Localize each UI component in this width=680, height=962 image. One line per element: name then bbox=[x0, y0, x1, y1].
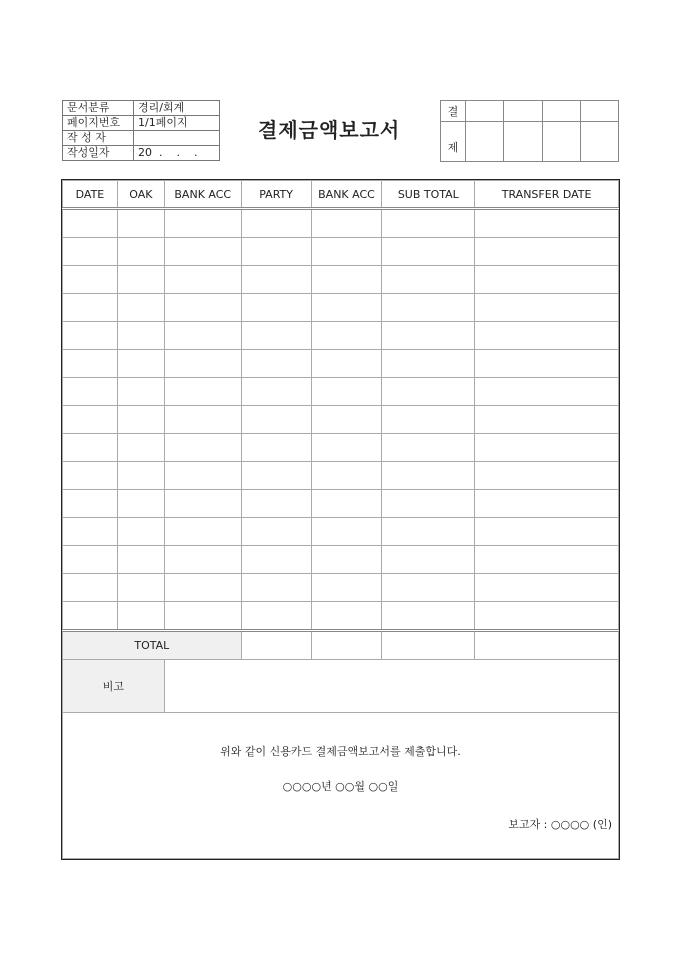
table-cell[interactable] bbox=[311, 546, 382, 574]
total-cell[interactable] bbox=[382, 631, 475, 660]
table-cell[interactable] bbox=[241, 209, 311, 238]
approval-slot bbox=[580, 101, 618, 122]
table-cell[interactable] bbox=[241, 434, 311, 462]
col-header-bank-acc: BANK ACC bbox=[164, 181, 241, 209]
memo-label: 비고 bbox=[63, 660, 165, 713]
table-cell[interactable] bbox=[382, 209, 475, 238]
table-cell[interactable] bbox=[241, 378, 311, 406]
table-cell[interactable] bbox=[164, 602, 241, 631]
table-cell[interactable] bbox=[63, 266, 118, 294]
table-cell[interactable] bbox=[164, 546, 241, 574]
doc-category-label: 문서분류 bbox=[63, 101, 134, 116]
table-cell[interactable] bbox=[475, 209, 619, 238]
table-cell[interactable] bbox=[117, 322, 164, 350]
table-cell[interactable] bbox=[117, 406, 164, 434]
table-cell[interactable] bbox=[117, 490, 164, 518]
table-cell[interactable] bbox=[63, 294, 118, 322]
table-cell[interactable] bbox=[117, 574, 164, 602]
table-row bbox=[63, 294, 619, 322]
table-cell[interactable] bbox=[63, 238, 118, 266]
created-date-label: 작성일자 bbox=[63, 146, 134, 161]
table-row bbox=[63, 518, 619, 546]
table-row bbox=[63, 266, 619, 294]
table-cell[interactable] bbox=[63, 350, 118, 378]
table-cell[interactable] bbox=[164, 518, 241, 546]
table-cell[interactable] bbox=[311, 434, 382, 462]
table-cell[interactable] bbox=[475, 602, 619, 631]
total-row bbox=[63, 631, 619, 660]
memo-field[interactable] bbox=[164, 660, 618, 713]
table-row bbox=[63, 546, 619, 574]
table-cell[interactable] bbox=[311, 294, 382, 322]
table-cell[interactable] bbox=[117, 518, 164, 546]
table-cell[interactable] bbox=[241, 490, 311, 518]
table-row bbox=[63, 490, 619, 518]
table-row bbox=[63, 602, 619, 631]
approval-signature-slot bbox=[466, 122, 504, 162]
total-cell[interactable] bbox=[241, 631, 311, 660]
table-cell[interactable] bbox=[241, 546, 311, 574]
payment-report-table bbox=[62, 180, 619, 859]
table-cell[interactable] bbox=[63, 322, 118, 350]
table-cell[interactable] bbox=[382, 406, 475, 434]
table-cell[interactable] bbox=[164, 490, 241, 518]
table-cell[interactable] bbox=[475, 322, 619, 350]
table-cell[interactable] bbox=[475, 462, 619, 490]
col-header-bank-acc-2: BANK ACC bbox=[311, 181, 382, 209]
approval-signature-slot bbox=[504, 122, 542, 162]
table-cell[interactable] bbox=[475, 406, 619, 434]
table-cell[interactable] bbox=[117, 602, 164, 631]
table-cell[interactable] bbox=[382, 238, 475, 266]
table-cell[interactable] bbox=[164, 462, 241, 490]
table-cell[interactable] bbox=[241, 350, 311, 378]
table-cell[interactable] bbox=[475, 434, 619, 462]
table-cell[interactable] bbox=[382, 462, 475, 490]
table-cell[interactable] bbox=[382, 546, 475, 574]
table-cell[interactable] bbox=[475, 574, 619, 602]
table-cell[interactable] bbox=[63, 378, 118, 406]
table-cell[interactable] bbox=[311, 518, 382, 546]
table-cell[interactable] bbox=[311, 209, 382, 238]
total-label: TOTAL bbox=[63, 631, 242, 660]
table-cell[interactable] bbox=[117, 294, 164, 322]
table-cell[interactable] bbox=[117, 350, 164, 378]
table-cell[interactable] bbox=[475, 378, 619, 406]
table-cell[interactable] bbox=[117, 266, 164, 294]
table-cell[interactable] bbox=[241, 322, 311, 350]
approval-slot bbox=[542, 101, 580, 122]
table-cell[interactable] bbox=[63, 518, 118, 546]
table-cell[interactable] bbox=[311, 350, 382, 378]
table-row bbox=[63, 322, 619, 350]
table-cell[interactable] bbox=[164, 294, 241, 322]
table-cell[interactable] bbox=[475, 546, 619, 574]
table-cell[interactable] bbox=[311, 490, 382, 518]
table-cell[interactable] bbox=[475, 518, 619, 546]
table-cell[interactable] bbox=[475, 238, 619, 266]
table-cell[interactable] bbox=[164, 350, 241, 378]
total-cell[interactable] bbox=[311, 631, 382, 660]
table-row bbox=[63, 434, 619, 462]
table-cell[interactable] bbox=[241, 266, 311, 294]
table-cell[interactable] bbox=[117, 546, 164, 574]
table-cell[interactable] bbox=[241, 406, 311, 434]
col-header-transfer-date: TRANSFER DATE bbox=[475, 181, 619, 209]
table-cell[interactable] bbox=[241, 238, 311, 266]
table-row bbox=[63, 406, 619, 434]
table-cell[interactable] bbox=[164, 574, 241, 602]
approval-slot bbox=[504, 101, 542, 122]
table-cell[interactable] bbox=[63, 574, 118, 602]
table-cell[interactable] bbox=[311, 574, 382, 602]
table-cell[interactable] bbox=[475, 490, 619, 518]
table-cell[interactable] bbox=[475, 294, 619, 322]
table-cell[interactable] bbox=[382, 350, 475, 378]
document-info-box bbox=[62, 100, 220, 161]
table-cell[interactable] bbox=[382, 602, 475, 631]
page-number-value: 1/1페이지 bbox=[134, 116, 220, 131]
memo-row bbox=[63, 660, 619, 713]
table-cell[interactable] bbox=[311, 238, 382, 266]
table-cell[interactable] bbox=[63, 546, 118, 574]
table-cell[interactable] bbox=[117, 434, 164, 462]
doc-category-value: 경리/회계 bbox=[134, 101, 220, 116]
table-cell[interactable] bbox=[164, 378, 241, 406]
table-row bbox=[63, 238, 619, 266]
page-number-label: 페이지번호 bbox=[63, 116, 134, 131]
table-cell[interactable] bbox=[241, 294, 311, 322]
table-cell[interactable] bbox=[382, 434, 475, 462]
table-cell[interactable] bbox=[117, 462, 164, 490]
col-header-sub-total: SUB TOTAL bbox=[382, 181, 475, 209]
approval-box bbox=[440, 100, 619, 162]
table-row bbox=[63, 209, 619, 238]
table-row bbox=[63, 574, 619, 602]
table-cell[interactable] bbox=[117, 378, 164, 406]
submit-date-line: ○○○○년 ○○월 ○○일 bbox=[282, 780, 399, 793]
table-cell[interactable] bbox=[164, 209, 241, 238]
table-cell[interactable] bbox=[117, 209, 164, 238]
table-cell[interactable] bbox=[164, 266, 241, 294]
table-cell[interactable] bbox=[63, 209, 118, 238]
approval-slot bbox=[466, 101, 504, 122]
table-row bbox=[63, 350, 619, 378]
table-cell[interactable] bbox=[241, 462, 311, 490]
footer-section bbox=[63, 713, 619, 859]
table-cell[interactable] bbox=[311, 378, 382, 406]
submit-statement: 위와 같이 신용카드 결제금액보고서를 제출합니다. bbox=[220, 745, 461, 758]
table-cell[interactable] bbox=[475, 266, 619, 294]
table-cell[interactable] bbox=[382, 518, 475, 546]
table-cell[interactable] bbox=[241, 518, 311, 546]
table-cell[interactable] bbox=[63, 462, 118, 490]
author-value bbox=[134, 131, 220, 146]
approval-label-top: 결 bbox=[441, 101, 466, 122]
reporter-signature: 보고자 : ○○○○ (인) bbox=[508, 818, 612, 831]
col-header-oak: OAK bbox=[117, 181, 164, 209]
table-cell[interactable] bbox=[164, 406, 241, 434]
approval-label-bottom: 제 bbox=[441, 122, 466, 162]
table-cell[interactable] bbox=[311, 266, 382, 294]
table-cell[interactable] bbox=[63, 406, 118, 434]
table-cell[interactable] bbox=[164, 434, 241, 462]
table-cell[interactable] bbox=[382, 574, 475, 602]
table-cell[interactable] bbox=[382, 322, 475, 350]
table-cell[interactable] bbox=[63, 434, 118, 462]
table-cell[interactable] bbox=[164, 238, 241, 266]
approval-signature-slot bbox=[580, 122, 618, 162]
table-cell[interactable] bbox=[241, 574, 311, 602]
table-cell[interactable] bbox=[311, 322, 382, 350]
table-cell[interactable] bbox=[311, 406, 382, 434]
table-cell[interactable] bbox=[382, 378, 475, 406]
table-cell[interactable] bbox=[63, 490, 118, 518]
table-cell[interactable] bbox=[311, 462, 382, 490]
table-body bbox=[63, 209, 619, 631]
total-cell[interactable] bbox=[475, 631, 619, 660]
table-cell[interactable] bbox=[63, 602, 118, 631]
col-header-date: DATE bbox=[63, 181, 118, 209]
table-cell[interactable] bbox=[311, 602, 382, 631]
table-cell[interactable] bbox=[382, 266, 475, 294]
col-header-party: PARTY bbox=[241, 181, 311, 209]
footer-row bbox=[63, 713, 619, 859]
created-date-value: 20 . . . bbox=[134, 146, 220, 161]
approval-signature-slot bbox=[542, 122, 580, 162]
table-cell[interactable] bbox=[117, 238, 164, 266]
table-row bbox=[63, 378, 619, 406]
table-row bbox=[63, 462, 619, 490]
table-cell[interactable] bbox=[382, 490, 475, 518]
author-label: 작 성 자 bbox=[63, 131, 134, 146]
table-cell[interactable] bbox=[241, 602, 311, 631]
table-cell[interactable] bbox=[164, 322, 241, 350]
page-title: 결제금액보고서 bbox=[258, 118, 401, 142]
table-cell[interactable] bbox=[475, 350, 619, 378]
table-cell[interactable] bbox=[382, 294, 475, 322]
